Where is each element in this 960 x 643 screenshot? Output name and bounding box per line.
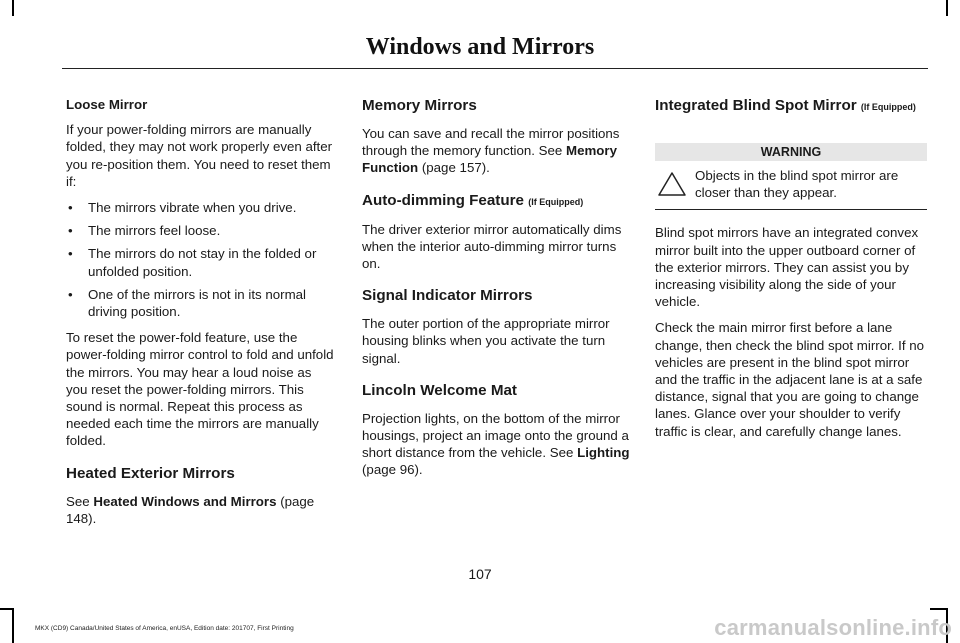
crop-mark-bottom-left-h bbox=[0, 608, 14, 610]
column-1 bbox=[66, 96, 336, 536]
warning-triangle-icon bbox=[657, 171, 687, 197]
list-item: • The mirrors vibrate when you drive. bbox=[66, 199, 336, 216]
header-rule bbox=[62, 68, 928, 69]
reset-instructions: To reset the power-fold feature, use the power-folding mirror control to fold and unfold the mirrors. You may hear a loud noise as you reset the power-folding mirrors. This sound is normal. Repeat this process as needed each time the mirrors are manually folded. bbox=[66, 330, 334, 449]
autodim-heading bbox=[362, 191, 632, 212]
page-ref: (page 157). bbox=[421, 160, 490, 176]
footer-edition: MKX (CD9) Canada/United States of America, enUSA, Edition date: 201707, First Printing bbox=[35, 625, 294, 632]
loose-mirror-intro: If your power-folding mirrors are manually folded, they may not work properly even after you re-position them. You need to reset them if: bbox=[66, 122, 333, 189]
crop-mark-bottom-right-h bbox=[930, 608, 948, 610]
lighting-link[interactable]: Lighting bbox=[577, 445, 630, 461]
memory-text: You can save and recall the mirror positions through the memory function. See bbox=[362, 126, 620, 159]
memory-mirrors-heading: Memory Mirrors bbox=[362, 97, 477, 114]
loose-mirror-heading: Loose Mirror bbox=[66, 97, 148, 112]
autodim-heading-text: Auto-dimming Feature bbox=[362, 191, 524, 209]
crop-mark-top-right-v bbox=[946, 0, 948, 16]
crop-mark-top-left-v bbox=[12, 0, 14, 16]
blind-spot-heading-text: Integrated Blind Spot Mirror bbox=[655, 97, 857, 114]
if-equipped-label: (If Equipped) bbox=[528, 196, 584, 207]
memory-mirrors-text bbox=[362, 125, 632, 177]
autodim-text: The driver exterior mirror automatically dims when the interior auto-dimming mirror turns on. bbox=[362, 221, 622, 272]
watermark: carmanualsonline.info bbox=[714, 615, 952, 640]
page-ref: (page 148). bbox=[66, 493, 315, 526]
welcome-mat-heading: Lincoln Welcome Mat bbox=[362, 381, 517, 399]
welcome-text: Projection lights, on the bottom of the mirror housings, project an image onto the ground a short distance from the vehicle. See bbox=[362, 410, 629, 461]
list-item: • The mirrors do not stay in the folded or unfolded position. bbox=[66, 245, 336, 279]
list-item: • One of the mirrors is not in its normal driving position. bbox=[66, 286, 336, 320]
if-equipped-label: (If Equipped) bbox=[860, 102, 916, 112]
welcome-mat-text bbox=[362, 410, 632, 479]
loose-mirror-list bbox=[66, 199, 336, 320]
column-3 bbox=[655, 96, 927, 449]
list-item: • The mirrors feel loose. bbox=[66, 222, 336, 239]
heated-windows-link[interactable]: Heated Windows and Mirrors bbox=[93, 493, 277, 509]
blind-spot-para-2: Check the main mirror first before a lane change, then check the blind spot mirror. If no vehicles are present in the blind spot mirror and the traffic in the adjacent lane is at a safe distance, signal that you are going to change lanes. Glance over your shoulder to verify traffic is clear, and carefully change lanes. bbox=[655, 320, 925, 439]
column-2 bbox=[362, 96, 632, 488]
crop-mark-bottom-left-v bbox=[12, 608, 14, 643]
page-title: Windows and Mirrors bbox=[365, 34, 595, 60]
warning-box bbox=[655, 167, 927, 210]
page-number: 107 bbox=[468, 566, 492, 582]
warning-text: Objects in the blind spot mirror are closer than they appear. bbox=[695, 168, 899, 201]
signal-text: The outer portion of the appropriate mirror housing blinks when you activate the turn signal. bbox=[362, 316, 610, 366]
heated-mirrors-heading: Heated Exterior Mirrors bbox=[66, 464, 235, 482]
memory-function-link[interactable]: Memory Function bbox=[362, 143, 618, 176]
warning-label: WARNING bbox=[655, 143, 927, 161]
blind-spot-para-1: Blind spot mirrors have an integrated convex mirror built into the upper outboard corner of the exterior mirrors. They can assist you by increasing visibility along the side of your vehicle. bbox=[655, 225, 919, 310]
heated-mirrors-text bbox=[66, 493, 336, 527]
see-text: See bbox=[66, 493, 90, 509]
page-ref: (page 96). bbox=[362, 462, 423, 478]
blind-spot-heading bbox=[655, 96, 927, 117]
signal-heading: Signal Indicator Mirrors bbox=[362, 287, 533, 305]
